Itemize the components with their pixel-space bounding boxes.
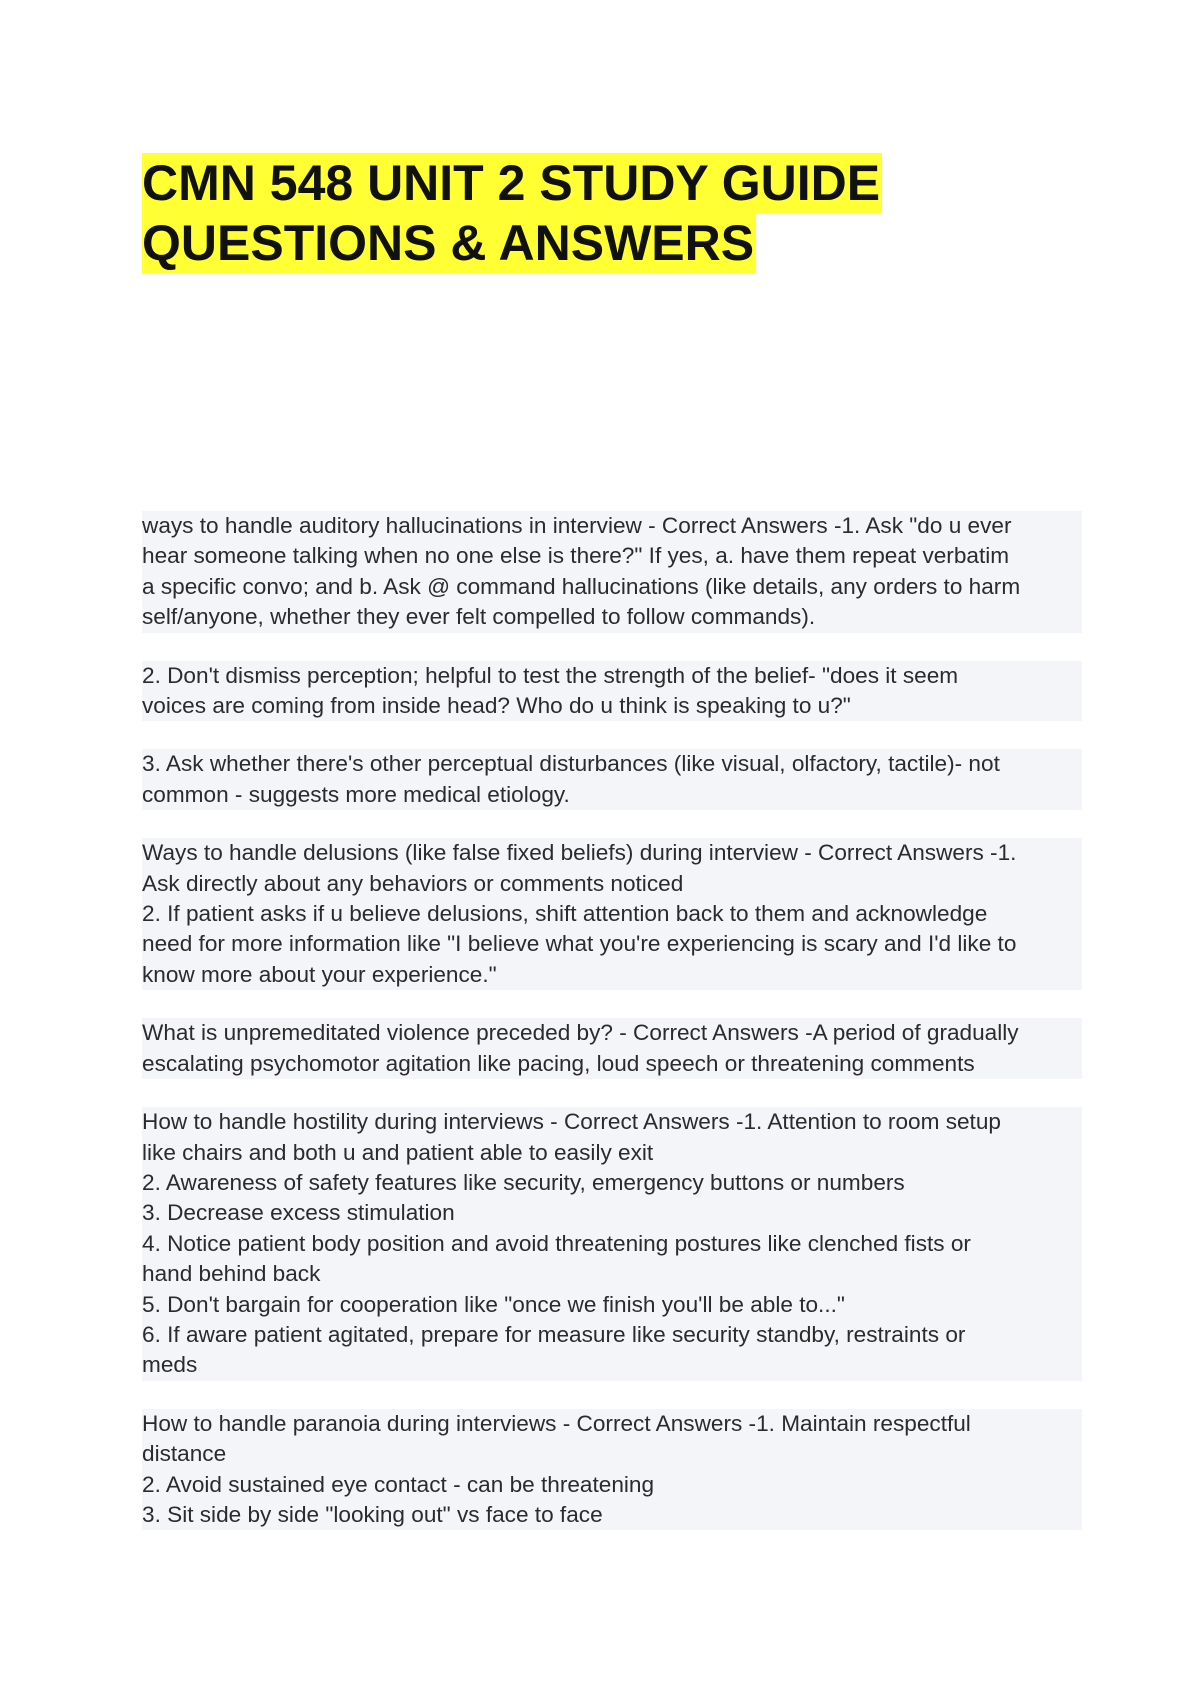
text-line: distance	[142, 1439, 1082, 1469]
title-line-1: CMN 548 UNIT 2 STUDY GUIDE	[142, 155, 881, 211]
text-line: 2. If patient asks if u believe delusions, shift attention back to them and acknowledge	[142, 899, 1082, 929]
text-line: How to handle hostility during interviews - Correct Answers -1. Attention to room setup	[142, 1107, 1082, 1137]
qa-unpremeditated-violence	[142, 1018, 1082, 1079]
qa-delusions	[142, 838, 1082, 990]
text-line: meds	[142, 1350, 1082, 1380]
title-line-2: QUESTIONS & ANSWERS	[142, 215, 755, 271]
qa-auditory-step-2	[142, 661, 1082, 722]
text-line: hand behind back	[142, 1259, 1082, 1289]
text-line: need for more information like "I believe what you're experiencing is scary and I'd like to	[142, 929, 1082, 959]
text-line: Ask directly about any behaviors or comments noticed	[142, 869, 1082, 899]
text-line: ways to handle auditory hallucinations in interview - Correct Answers -1. Ask "do u ever	[142, 511, 1082, 541]
text-line: 4. Notice patient body position and avoid threatening postures like clenched fists or	[142, 1229, 1082, 1259]
text-line: 3. Decrease excess stimulation	[142, 1198, 1082, 1228]
document-body	[142, 511, 1082, 1558]
text-line: common - suggests more medical etiology.	[142, 780, 1082, 810]
text-line: 3. Sit side by side "looking out" vs face to face	[142, 1500, 1082, 1530]
text-line: self/anyone, whether they ever felt compelled to follow commands).	[142, 602, 1082, 632]
document-title	[142, 153, 942, 273]
text-line: What is unpremeditated violence preceded by? - Correct Answers -A period of gradually	[142, 1018, 1082, 1048]
text-line: know more about your experience."	[142, 960, 1082, 990]
text-line: 2. Awareness of safety features like security, emergency buttons or numbers	[142, 1168, 1082, 1198]
text-line: voices are coming from inside head? Who do u think is speaking to u?"	[142, 691, 1082, 721]
text-line: 6. If aware patient agitated, prepare for measure like security standby, restraints or	[142, 1320, 1082, 1350]
text-line: Ways to handle delusions (like false fixed beliefs) during interview - Correct Answers -1.	[142, 838, 1082, 868]
qa-auditory-step-3	[142, 749, 1082, 810]
text-line: 2. Avoid sustained eye contact - can be threatening	[142, 1470, 1082, 1500]
text-line: 2. Don't dismiss perception; helpful to test the strength of the belief- "does it seem	[142, 661, 1082, 691]
text-line: 3. Ask whether there's other perceptual disturbances (like visual, olfactory, tactile)- not	[142, 749, 1082, 779]
qa-hostility	[142, 1107, 1082, 1381]
text-line: hear someone talking when no one else is there?" If yes, a. have them repeat verbatim	[142, 541, 1082, 571]
text-line: a specific convo; and b. Ask @ command hallucinations (like details, any orders to harm	[142, 572, 1082, 602]
text-line: escalating psychomotor agitation like pacing, loud speech or threatening comments	[142, 1049, 1082, 1079]
qa-paranoia	[142, 1409, 1082, 1531]
text-line: like chairs and both u and patient able to easily exit	[142, 1138, 1082, 1168]
text-line: 5. Don't bargain for cooperation like "once we finish you'll be able to..."	[142, 1290, 1082, 1320]
text-line: How to handle paranoia during interviews - Correct Answers -1. Maintain respectful	[142, 1409, 1082, 1439]
qa-auditory-hallucinations	[142, 511, 1082, 633]
